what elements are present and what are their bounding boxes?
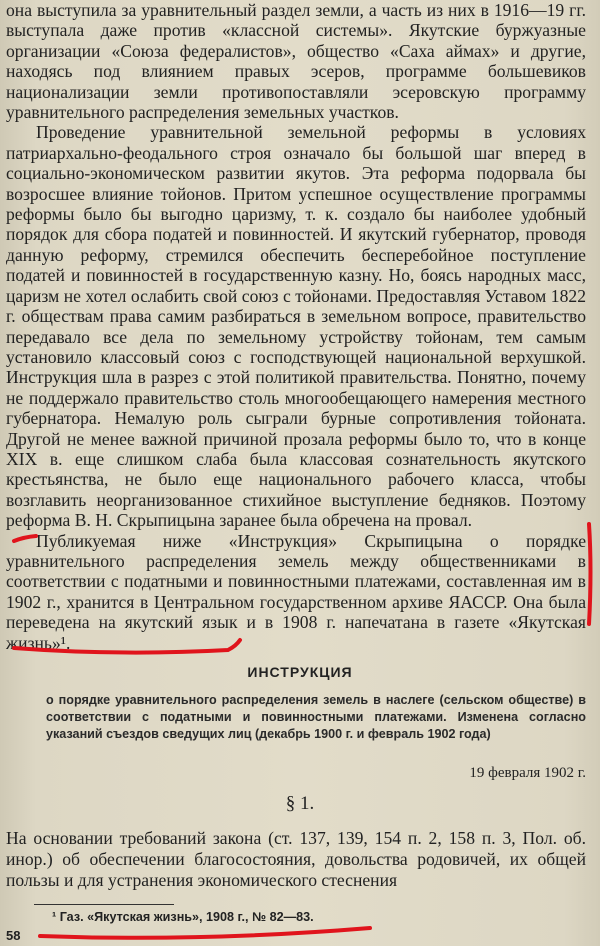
paragraph-3-highlighted: Публикуемая ниже «Инструкция» Скрыпицына о порядке уравнительного распределения земель между общественниками в соответствии с податными и повинностными платежами, составленная им в 1902 г., хранится в Центральном государственном архиве ЯАССР. Она была переведена на якутский язык и в 1908 г. напечатана в газете «Якутская жизнь»¹.	[6, 530, 586, 653]
section-heading: § 1.	[285, 793, 315, 814]
red-underline-footnote	[40, 928, 370, 938]
paragraph-1: она выступила за уравнительный раздел земли, а часть из них в 1916—19 гг. выступала даже против «классной системы». Якутские буржуазные организации «Союза федералистов», общество «Саха аймах» и другие, находясь под влиянием правых эсеров, программе большевиков национализации земли противопоставляли эсеровскую программу уравнительного распределения земельных участков.	[6, 0, 586, 123]
page-number: 58	[6, 928, 21, 943]
body-text	[6, 0, 586, 653]
section-text: На основании требований закона (ст. 137, 139, 154 п. 2, 158 п. 3, Пол. об. инор.) об обеспечении благосостояния, довольства родовичей, их общей пользы и для устранения экономического стеснения	[6, 828, 586, 890]
document-date: 19 февраля 1902 г.	[469, 765, 586, 781]
red-vertical-bracket	[589, 524, 591, 624]
document-title: ИНСТРУКЦИЯ	[247, 664, 353, 680]
footnote-divider	[34, 904, 174, 905]
document-subtitle: о порядке уравнительного распределения земель в наслеге (сельском обществе) в соответствии с податными и повинностными платежами. Изменена согласно указаний съездов сведущих лиц (декабрь 1900 г. и февраль 1902 года)	[46, 693, 586, 741]
paragraph-2: Проведение уравнительной земельной реформы в условиях патриархально-феодального строя означало бы большой шаг вперед в социально-экономическом развитии якутов. Эта реформа подорвала бы возросшее влияние тойонов. Притом успешное осуществление программы реформы было бы выгодно царизму, т. к. создало бы наиболее удобный порядок для сбора податей и повинностей. И якутский губернатор, проводя данную реформу, стремился обеспечить бесперебойное поступление податей и повинностей в государственную казну. Но, боясь народных масс, царизм не хотел ослабить свой союз с тойонами. Предоставляя Уставом 1822 г. обществам права самим разбираться в земельном вопросе, правительство передавало все дела по земельному устройству тойонам, тем самым установило классовый союз с господствующей национальной верхушкой. Инструкция шла в разрез с этой политикой правительства. Понятно, почему не поддержало правительство столь многообещающего намерения местного губернатора. Немалую роль сыграли бурные сопротивления тойоната. Другой не менее важной причиной прозала реформы было то, что в конце XIX в. еще слишком слаба была классовая сознательность якутского крестьянства, не было еще национального рабочего класса, чтобы возглавить неорганизованное стихийное выступление бедняков. Поэтому реформа В. Н. Скрыпицына заранее была обречена на провал.	[6, 122, 586, 531]
footnote: ¹ Газ. «Якутская жизнь», 1908 г., № 82—83.	[52, 910, 314, 924]
